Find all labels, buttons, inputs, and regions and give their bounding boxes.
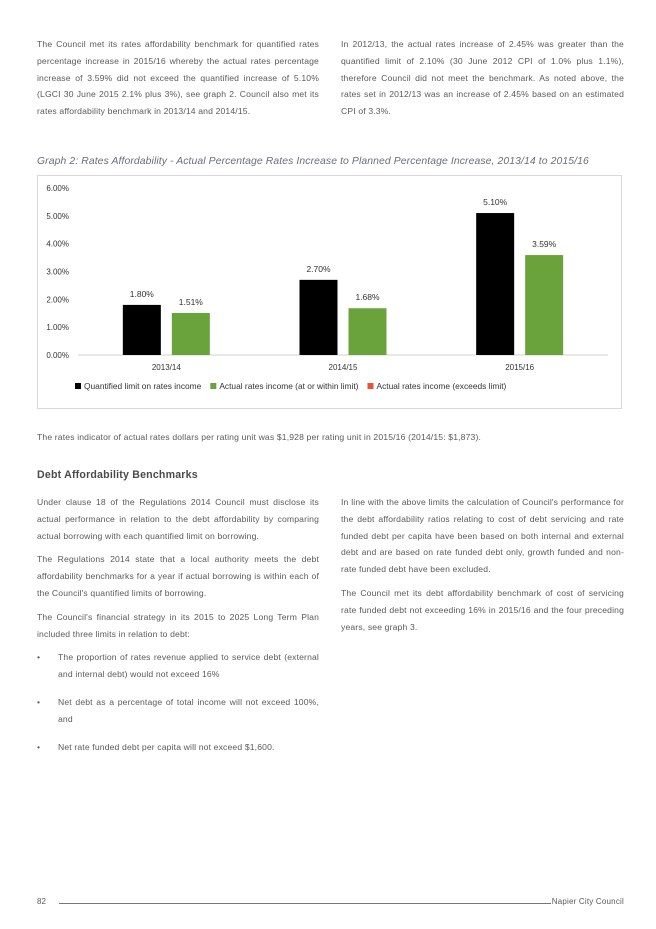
list-item-text: Net debt as a percentage of total income will not exceed 100%, and <box>58 696 319 724</box>
list-item-text: The proportion of rates revenue applied to service debt (external and internal debt) would not exceed 16% <box>58 652 319 680</box>
list-item <box>37 739 319 756</box>
bar <box>123 305 161 355</box>
footer-divider <box>59 903 551 904</box>
y-tick-label: 3.00% <box>46 267 69 277</box>
legend-swatch <box>367 383 373 389</box>
bar <box>476 213 514 355</box>
data-label: 3.59% <box>532 239 557 250</box>
rates-indicator-text: The rates indicator of actual rates dollars per rating unit was $1,928 per rating unit in 2015/16 (2014/15: $1,873). <box>37 432 482 442</box>
section-heading: Debt Affordability Benchmarks <box>37 469 198 481</box>
legend-swatch <box>75 383 81 389</box>
page-footer <box>37 897 624 911</box>
bullet-icon: • <box>37 741 41 752</box>
bar <box>525 255 563 355</box>
data-label: 1.68% <box>355 292 380 303</box>
data-label: 1.80% <box>129 288 154 299</box>
legend-label: Actual rates income (at or within limit) <box>219 381 359 391</box>
y-tick-label: 2.00% <box>46 295 69 305</box>
bullet-icon: • <box>37 652 41 663</box>
list-item <box>37 649 319 683</box>
intro-left-column <box>37 36 319 127</box>
bar <box>300 280 338 355</box>
debt-left-paragraph: The Council's financial strategy in its 2015 to 2025 Long Term Plan included three limits in relation to debt: <box>37 611 319 639</box>
data-label: 1.51% <box>178 296 203 307</box>
debt-left-paragraph: Under clause 18 of the Regulations 2014 Council must disclose its actual performance in relation to the debt affordability by comparing actual borrowing with each quantified limit on borrowing. <box>37 497 319 541</box>
data-label: 5.10% <box>483 197 508 208</box>
debt-limits-list <box>37 649 319 755</box>
y-tick-label: 4.00% <box>46 239 69 249</box>
rates-affordability-chart <box>37 175 622 409</box>
page-number: 82 <box>37 897 46 906</box>
bullet-icon: • <box>37 696 41 707</box>
footer-organisation: Napier City Council <box>551 897 624 906</box>
legend-label: Actual rates income (exceeds limit) <box>376 381 507 391</box>
debt-left-paragraph: The Regulations 2014 state that a local authority meets the debt affordability benchmarks for a year if actual borrowing is within each of the Council's quantified limits of borrowing. <box>37 554 319 598</box>
debt-right-column <box>341 494 624 642</box>
y-tick-label: 0.00% <box>46 351 69 360</box>
debt-right-paragraph: The Council met its debt affordability benchmark of cost of servicing rate funded debt not exceeding 16% in 2015/16 and the four preceding years, see graph 3. <box>341 587 624 632</box>
bar <box>349 308 387 355</box>
debt-left-column <box>37 494 319 766</box>
intro-left-paragraph: The Council met its rates affordability benchmark for quantified rates percentage increase in 2015/16 whereby the actual rates percentage increase of 3.59% did not exceed the quantified increase of 5.10% (LGCI 30 June 2015 2.1% plus 3%), see graph 2. Council also met its rates affordability benchmark in 2013/14 and 2014/15. <box>37 39 319 117</box>
intro-right-column <box>341 36 624 127</box>
y-tick-label: 5.00% <box>46 211 69 221</box>
data-label: 2.70% <box>306 263 331 274</box>
list-item-text: Net rate funded debt per capita will not exceed $1,600. <box>58 741 275 752</box>
bar <box>172 313 210 355</box>
chart-canvas <box>38 176 621 408</box>
x-tick-label: 2014/15 <box>328 363 358 372</box>
y-tick-label: 6.00% <box>46 184 69 193</box>
x-tick-label: 2013/14 <box>151 363 181 372</box>
legend-swatch <box>210 383 216 389</box>
x-tick-label: 2015/16 <box>505 363 535 372</box>
debt-right-paragraph: In line with the above limits the calculation of Council's performance for the debt affordability ratios relating to cost of debt servicing and rate funded debt per capita have been based on both internal and external debt and are based on rate funded debt only, growth funded and non-rate funded debt have been excluded. <box>341 497 624 575</box>
legend-label: Quantified limit on rates income <box>84 381 202 391</box>
intro-right-paragraph: In 2012/13, the actual rates increase of 2.45% was greater than the quantified limit of 2.10% (30 June 2012 CPI of 1.0% plus 1.1%), therefore Council did not meet the benchmark. As noted above, the rates set in 2012/13 was an increase of 2.45% based on an estimated CPI of 3.3%. <box>341 39 624 117</box>
list-item <box>37 694 319 728</box>
graph-title: Graph 2: Rates Affordability - Actual Percentage Rates Increase to Planned Percentage Increase, 2013/14 to 2015/16 <box>37 156 589 167</box>
y-tick-label: 1.00% <box>46 323 69 333</box>
